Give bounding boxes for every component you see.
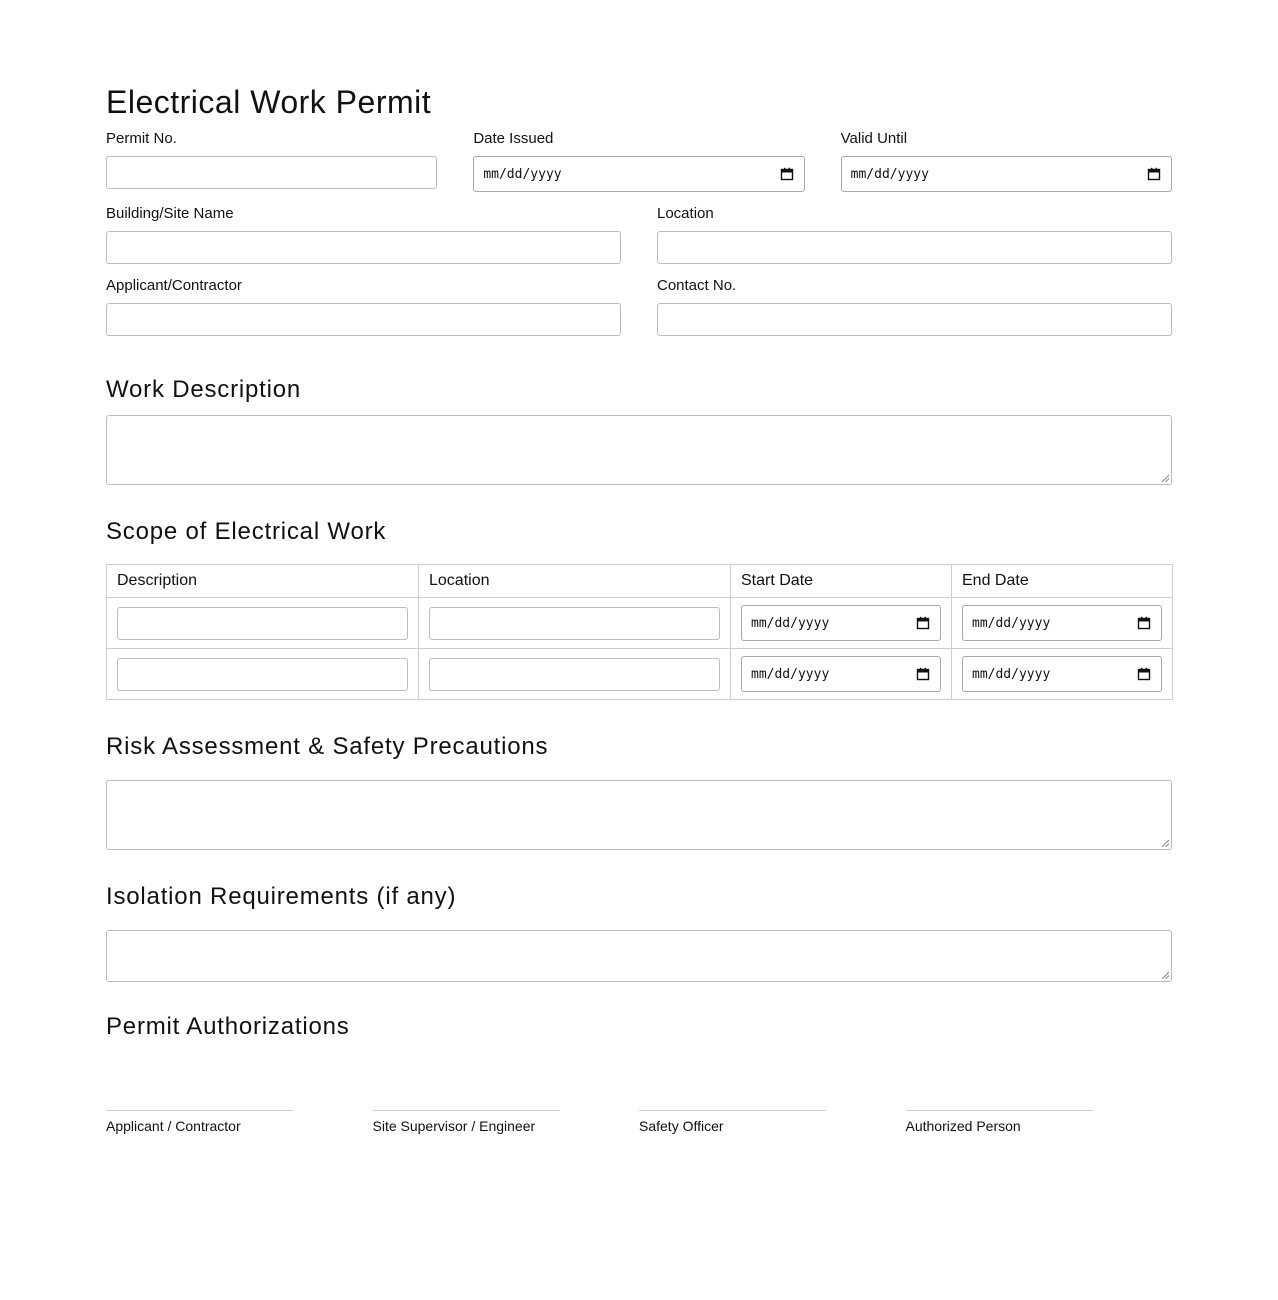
permit-info-row (106, 130, 1172, 205)
scope-location-input[interactable] (429, 607, 720, 640)
signature-safety-officer (639, 1110, 906, 1135)
permit-no-group (106, 130, 437, 205)
risk-textarea[interactable] (106, 780, 1172, 850)
permit-no-label: Permit No. (106, 130, 177, 147)
signature-line[interactable] (106, 1110, 293, 1111)
applicant-input[interactable] (106, 303, 621, 336)
signature-supervisor (373, 1110, 640, 1135)
date-placeholder: mm/dd/yyyy (972, 666, 1051, 682)
date-issued-label: Date Issued (473, 130, 554, 147)
risk-heading: Risk Assessment & Safety Precautions (106, 733, 549, 760)
scope-start-date-input[interactable] (741, 605, 941, 641)
calendar-icon[interactable] (1147, 167, 1161, 181)
col-header-end-date: End Date (952, 565, 1173, 598)
scope-description-input[interactable] (117, 658, 408, 691)
scope-heading: Scope of Electrical Work (106, 518, 387, 545)
scope-location-input[interactable] (429, 658, 720, 691)
signature-row (106, 1110, 1172, 1135)
work-description-heading: Work Description (106, 376, 302, 403)
scope-end-date-input[interactable] (962, 656, 1162, 692)
signature-label: Authorized Person (905, 1118, 1021, 1134)
date-placeholder: mm/dd/yyyy (751, 615, 830, 631)
calendar-icon[interactable] (1137, 616, 1151, 630)
page-title: Electrical Work Permit (106, 84, 432, 120)
col-header-description: Description (107, 565, 419, 598)
date-issued-group (473, 130, 804, 205)
isolation-heading: Isolation Requirements (if any) (106, 883, 457, 910)
signature-label: Site Supervisor / Engineer (372, 1118, 536, 1134)
authorizations-heading: Permit Authorizations (106, 1013, 350, 1040)
resize-handle-icon[interactable] (1161, 839, 1169, 847)
location-label: Location (657, 205, 714, 222)
isolation-textarea[interactable] (106, 930, 1172, 982)
contact-label: Contact No. (657, 277, 737, 294)
valid-until-group (841, 130, 1172, 205)
col-header-start-date: Start Date (731, 565, 952, 598)
signature-line[interactable] (639, 1110, 826, 1111)
date-placeholder: mm/dd/yyyy (972, 615, 1051, 631)
valid-until-label: Valid Until (840, 130, 908, 147)
calendar-icon[interactable] (1137, 667, 1151, 681)
contact-group (657, 277, 1172, 349)
scope-table (106, 564, 1173, 700)
valid-until-placeholder: mm/dd/yyyy (850, 166, 929, 182)
date-issued-input[interactable] (473, 156, 804, 192)
calendar-icon[interactable] (916, 616, 930, 630)
col-header-location: Location (419, 565, 731, 598)
resize-handle-icon[interactable] (1161, 474, 1169, 482)
resize-handle-icon[interactable] (1161, 971, 1169, 979)
location-group (657, 205, 1172, 277)
signature-label: Safety Officer (639, 1118, 724, 1134)
signature-authorized-person (906, 1110, 1173, 1135)
applicant-row (106, 277, 1172, 349)
scope-end-date-input[interactable] (962, 605, 1162, 641)
table-row (107, 649, 1173, 700)
applicant-label: Applicant/Contractor (106, 277, 242, 294)
location-input[interactable] (657, 231, 1172, 264)
building-site-group (106, 205, 621, 277)
site-row (106, 205, 1172, 277)
table-header-row (107, 565, 1173, 598)
table-row (107, 598, 1173, 649)
signature-applicant (106, 1110, 373, 1135)
signature-line[interactable] (906, 1110, 1093, 1111)
building-site-label: Building/Site Name (106, 205, 234, 222)
scope-description-input[interactable] (117, 607, 408, 640)
permit-form (106, 80, 1172, 1134)
signature-line[interactable] (373, 1110, 560, 1111)
date-placeholder: mm/dd/yyyy (751, 666, 830, 682)
signature-label: Applicant / Contractor (106, 1118, 241, 1134)
calendar-icon[interactable] (916, 667, 930, 681)
calendar-icon[interactable] (780, 167, 794, 181)
building-site-input[interactable] (106, 231, 621, 264)
permit-no-input[interactable] (106, 156, 437, 189)
work-description-textarea[interactable] (106, 415, 1172, 485)
applicant-group (106, 277, 621, 349)
valid-until-input[interactable] (841, 156, 1172, 192)
contact-input[interactable] (657, 303, 1172, 336)
scope-start-date-input[interactable] (741, 656, 941, 692)
date-issued-placeholder: mm/dd/yyyy (483, 166, 562, 182)
